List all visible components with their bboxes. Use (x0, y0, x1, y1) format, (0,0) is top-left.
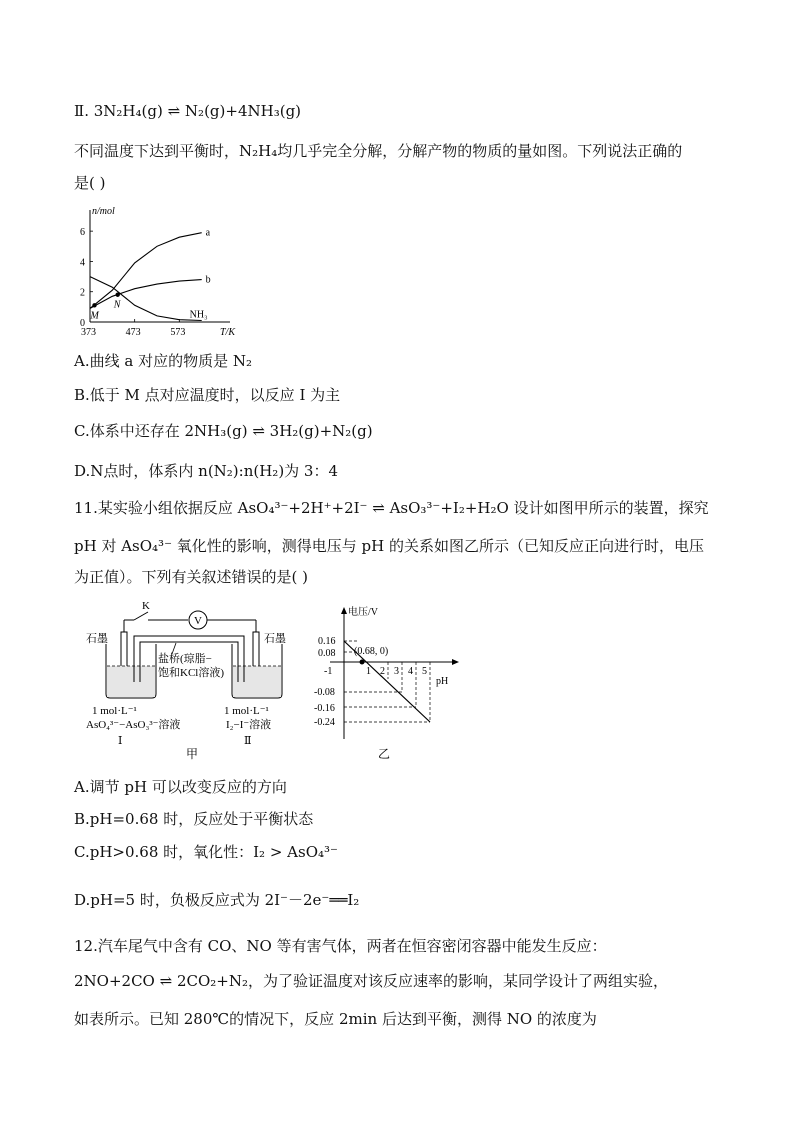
x-tick-label: 573 (170, 327, 186, 338)
x-tick-label: 373 (81, 327, 96, 338)
series-label-1: b (205, 274, 211, 286)
q11-option-c: C.pH>0.68 时，氧化性：I₂ > AsO₄³⁻ (74, 843, 338, 861)
point-M (92, 303, 96, 307)
right-electrode-label: 石墨 (264, 633, 286, 645)
series-label-0: a (205, 227, 211, 239)
point-label-N: N (113, 299, 121, 311)
q10-option-a: A.曲线 a 对应的物质是 N₂ (74, 352, 252, 370)
chart-b-xtick: -1 (324, 666, 333, 677)
chart-b-xlabel: pH (436, 676, 449, 687)
chart-b-ytick: -0.16 (314, 703, 335, 714)
series-line-1 (90, 280, 202, 309)
chart-b-point-label: (0.68, 0) (354, 646, 389, 657)
chart-b-xtick: 2 (380, 666, 385, 677)
salt-bridge-label-1: 盐桥(琼脂− (158, 653, 212, 665)
left-solution: AsO₄³⁻−AsO₃³⁻溶液 (86, 719, 181, 731)
q11-option-b: B.pH=0.68 时，反应处于平衡状态 (74, 810, 314, 828)
y-tick-label: 6 (80, 227, 85, 239)
voltage-ph-chart (310, 604, 460, 764)
q10-option-d: D.N点时，体系内 n(N₂):n(H₂)为 3：4 (74, 462, 339, 480)
q10-option-c: C.体系中还存在 2NH₃(g) ⇌ 3H₂(g)+N₂(g) (74, 422, 373, 440)
q11-stem-line2: pH 对 AsO₄³⁻ 氧化性的影响，测得电压与 pH 的关系如图乙所示（已知反应正向进行时，电压 (74, 537, 704, 555)
voltmeter-label: V (194, 615, 202, 627)
y-axis-label: n/mol (92, 206, 115, 217)
q12-stem-line3: 如表所示。已知 280℃的情况下，反应 2min 后达到平衡，测得 NO 的浓度为 (74, 1010, 597, 1028)
q11-stem-line3: 为正值）。下列有关叙述错误的是( ) (74, 568, 308, 586)
q11-option-d: D.pH=5 时，负极反应式为 2I⁻－2e⁻══I₂ (74, 891, 360, 909)
q12-stem-line2: 2NO+2CO ⇌ 2CO₂+N₂，为了验证温度对该反应速率的影响，某同学设计了两组实验， (74, 972, 668, 990)
right-beaker-number: Ⅱ (244, 735, 252, 747)
left-beaker-number: Ⅰ (118, 735, 123, 747)
left-concentration: 1 mol·L⁻¹ (92, 705, 137, 717)
q10-stem-line2: 是( ) (74, 174, 106, 192)
apparatus-diagram (84, 596, 314, 766)
equilibrium-chart (74, 204, 244, 344)
series-line-2 (90, 277, 202, 321)
chart-b-xtick: 5 (422, 666, 427, 677)
point-N (115, 293, 119, 297)
y-tick-label: 2 (80, 287, 85, 299)
y-tick-label: 0 (80, 318, 85, 329)
q12-stem-line1: 12.汽车尾气中含有 CO、NO 等有害气体，两者在恒容密闭容器中能发生反应： (74, 937, 607, 955)
chart-b-xtick: 1 (366, 666, 371, 677)
chart-b-ytick: 0.08 (318, 648, 336, 659)
series-label-2: NH₃ (189, 309, 208, 321)
x-tick-label: 473 (125, 327, 141, 338)
chart-b-xtick: 3 (394, 666, 399, 677)
q11-option-a: A.调节 pH 可以改变反应的方向 (74, 778, 287, 796)
chart-b-caption: 乙 (378, 747, 391, 761)
y-tick-label: 4 (80, 257, 85, 269)
chart-b-ytick: -0.24 (314, 717, 335, 728)
q11-stem-line1: 11.某实验小组依据反应 AsO₄³⁻+2H⁺+2I⁻ ⇌ AsO₃³⁻+I₂+H₂O 设计如图甲所示的装置，探究 (74, 499, 709, 517)
apparatus-caption: 甲 (186, 747, 199, 761)
q10-option-b: B.低于 M 点对应温度时，以反应 Ⅰ 为主 (74, 386, 341, 404)
switch-k-label: K (142, 600, 150, 612)
x-axis-label: T/K (220, 327, 236, 338)
chart-b-ylabel: 电压/V (348, 607, 378, 618)
chart-b-ytick: 0.16 (318, 636, 336, 647)
reaction-2 (74, 100, 301, 122)
chart-b-xtick: 4 (408, 666, 413, 677)
reaction-2-label: Ⅱ. (74, 102, 89, 120)
reaction-2-equation: 3N₂H₄(g) ⇌ N₂(g)+4NH₃(g) (93, 102, 302, 120)
right-solution: I₂−I⁻溶液 (226, 719, 272, 731)
q10-stem-line1: 不同温度下达到平衡时，N₂H₄均几乎完全分解，分解产物的物质的量如图。下列说法正确的 (74, 142, 683, 160)
salt-bridge-label-2: 饱和KCl溶液) (158, 667, 224, 679)
point-label-M: M (90, 310, 99, 322)
chart-b-ytick: -0.08 (314, 687, 335, 698)
right-concentration: 1 mol·L⁻¹ (224, 705, 269, 717)
series-line-0 (90, 233, 202, 309)
left-electrode-label: 石墨 (86, 633, 108, 645)
chart-plot-area (80, 206, 236, 338)
